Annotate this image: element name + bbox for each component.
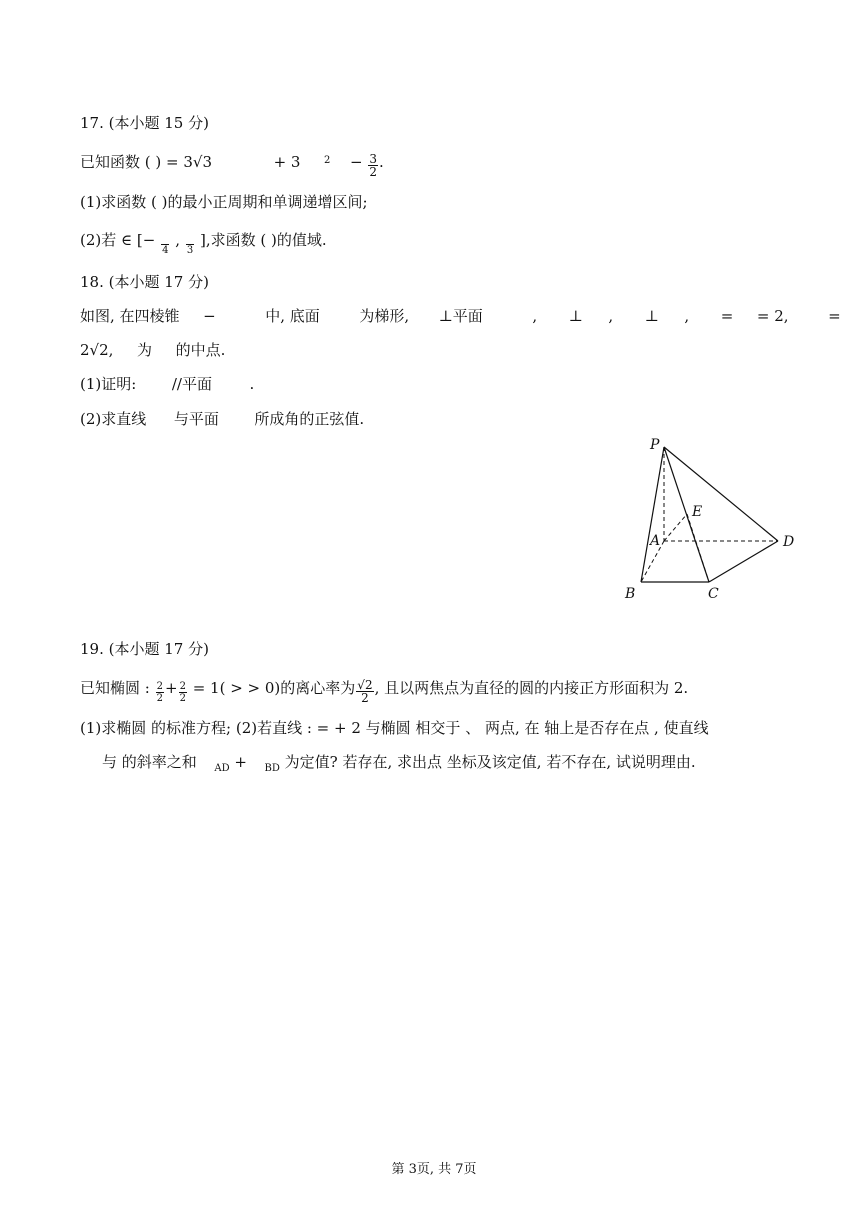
- q18-part2-c: 所成角的正弦值.: [254, 410, 365, 428]
- label-A: A: [650, 533, 661, 549]
- q19-stem-a: 已知椭圆 :: [80, 679, 150, 697]
- q17-stem-fraction: $\frac{3}{2}$: [369, 152, 377, 179]
- q19-line3-sub2: BD: [264, 763, 280, 774]
- q17-part2-frac1: 4: [161, 233, 169, 256]
- q19-stem-plus: +: [164, 679, 178, 697]
- q18-part1: [80, 374, 254, 394]
- q17-stem-minus: −: [349, 153, 363, 171]
- q17-stem-exp: 2: [324, 155, 331, 166]
- q18-line1-i: ⊥: [644, 307, 659, 325]
- q18-header: 18. (本小题 17 分): [80, 273, 209, 291]
- q18-line1-g: ⊥: [568, 307, 583, 325]
- q19-frac1: $\frac{2}{2}$: [156, 681, 163, 704]
- q18-line1-h: ,: [608, 307, 614, 325]
- q18-part1-c: .: [249, 375, 255, 393]
- q17-stem-prefix: 已知函数: [80, 153, 141, 171]
- q18-line1-e: ⊥平面: [438, 307, 483, 325]
- q18-line1-c: 中, 底面: [265, 307, 320, 325]
- q19-frac2: $\frac{2}{2}$: [179, 681, 186, 704]
- q18-part2: [80, 409, 364, 429]
- q18-part2-a: (2)求直线: [80, 410, 147, 428]
- q19-stem-b: = 1( > > 0)的离心率为: [192, 679, 356, 697]
- label-C: C: [708, 586, 719, 602]
- q18-part2-b: 与平面: [173, 410, 219, 428]
- q17-stem-plus3: + 3: [273, 153, 301, 171]
- label-D: D: [783, 534, 795, 550]
- edge-AE: [664, 514, 687, 541]
- q18-line1: [80, 306, 841, 326]
- q17-stem: [80, 151, 384, 178]
- q17-part2-mid: ,: [175, 231, 181, 249]
- q17-part2-frac2: 3: [186, 233, 194, 256]
- q18-line1-j: ,: [684, 307, 690, 325]
- q18-line1-f: ,: [532, 307, 538, 325]
- q18-line2-a: 2√2,: [80, 341, 114, 359]
- q19-stem-c: , 且以两焦点为直径的圆的内接正方形面积为 2.: [374, 679, 689, 697]
- q18-line2: [80, 340, 225, 360]
- q19-line3-b: 为定值? 若存在, 求出点 坐标及该定值, 若不存在, 试说明理由.: [284, 753, 696, 771]
- q19-line3-a: 与 的斜率之和: [102, 753, 197, 771]
- q19-ecc-frac: $\frac{√2}{2}$: [357, 678, 373, 705]
- edge-CD: [709, 541, 778, 582]
- q19-line3-plus: +: [234, 753, 247, 771]
- q18-line1-m: =: [828, 307, 841, 325]
- edge-PD: [664, 447, 778, 541]
- q19-line3: [102, 752, 696, 779]
- q17-stem-end: .: [378, 153, 384, 171]
- q18-line1-b: −: [203, 307, 216, 325]
- q17-stem-paren: ( ) = 3√3: [144, 153, 213, 171]
- q18-line1-d: 为梯形,: [359, 307, 410, 325]
- q18-line2-b: 为: [136, 341, 152, 359]
- page-footer: 第 3页, 共 7页: [391, 1162, 477, 1177]
- q18-part1-a: (1)证明:: [80, 375, 137, 393]
- q19-line2: (1)求椭圆 的标准方程; (2)若直线 : = + 2 与椭圆 相交于 、 两点, 在 轴上是否存在点 , 使直线: [80, 719, 709, 737]
- q17-part1: (1)求函数 ( )的最小正周期和单调递增区间;: [80, 193, 368, 211]
- label-B: B: [625, 586, 636, 602]
- q18-line1-a: 如图, 在四棱锥: [80, 307, 180, 325]
- q19-line3-sub1: AD: [214, 763, 230, 774]
- label-P: P: [650, 437, 660, 453]
- q18-part1-b: //平面: [171, 375, 212, 393]
- q18-line1-l: = 2,: [756, 307, 789, 325]
- q17-part2-suffix: ],求函数 ( )的值域.: [199, 231, 327, 249]
- q17-header: 17. (本小题 15 分): [80, 114, 209, 132]
- label-E: E: [692, 504, 703, 520]
- q19-header: 19. (本小题 17 分): [80, 640, 209, 658]
- q18-line2-c: 的中点.: [175, 341, 226, 359]
- q17-part2: [80, 230, 327, 256]
- q19-stem: [80, 678, 688, 704]
- q18-line1-k: =: [720, 307, 734, 325]
- q17-part2-prefix: (2)若 ∈ [−: [80, 231, 156, 249]
- pyramid-figure: [615, 430, 815, 610]
